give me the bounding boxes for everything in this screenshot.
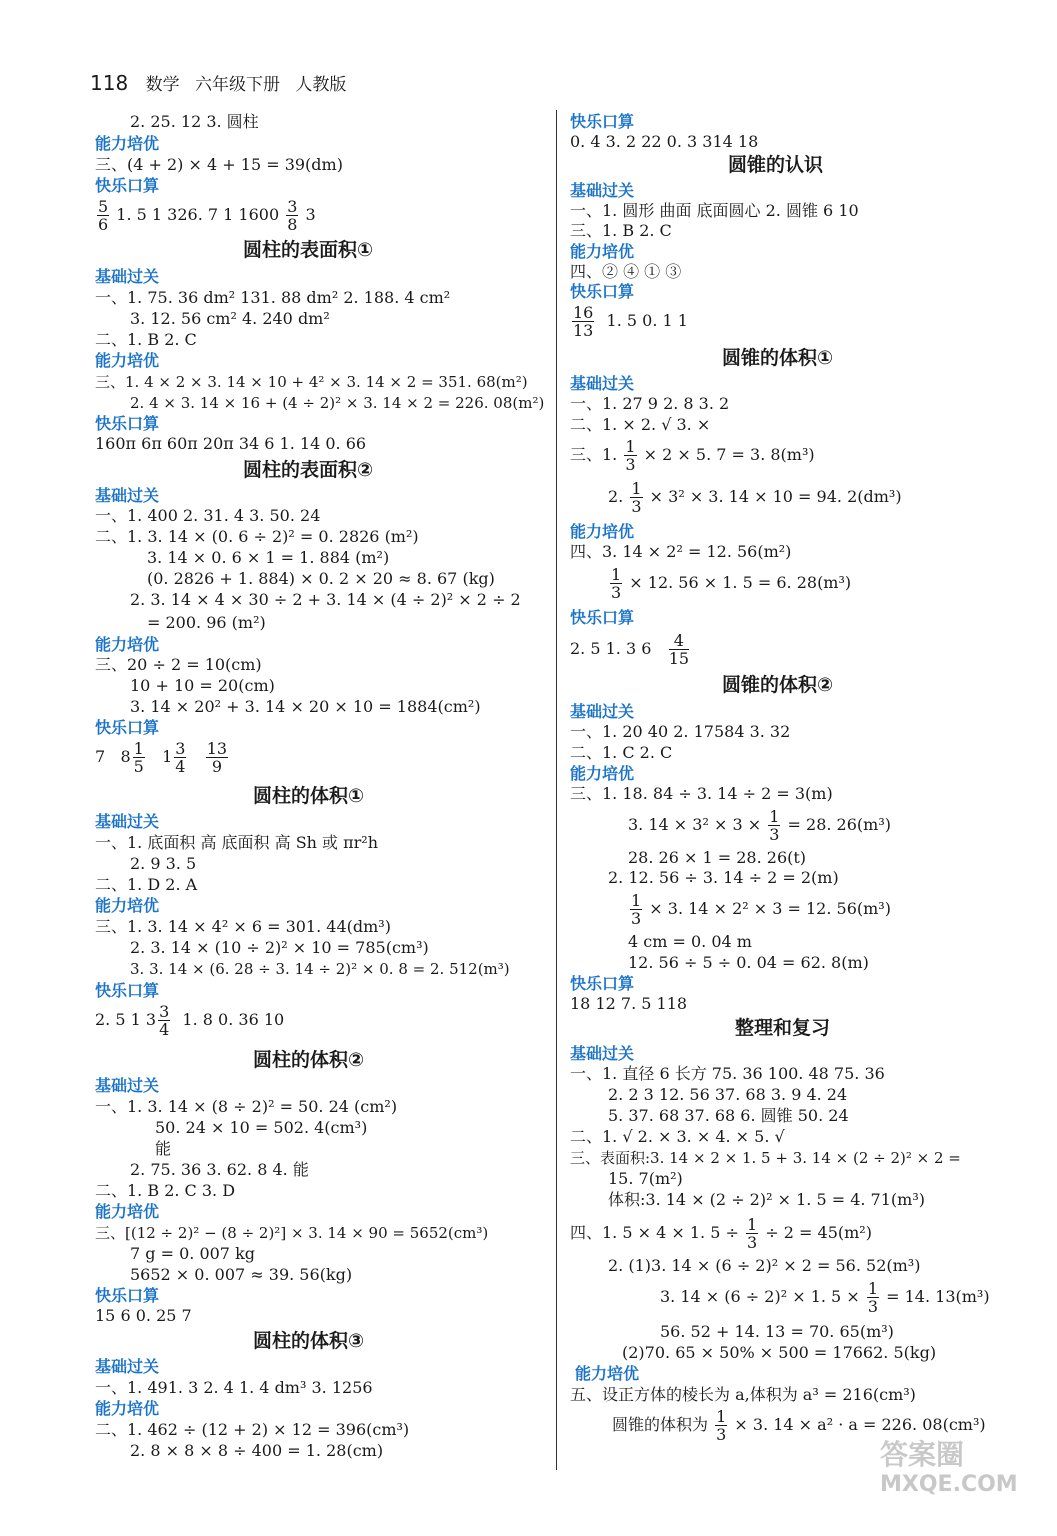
answer-line: 二、1. D 2. A (95, 875, 198, 894)
answer-line: 一、1. 3. 14 × (8 ÷ 2)² = 50. 24 (cm²) (95, 1097, 398, 1116)
answer-line: 3. 14 × (6 ÷ 2)² × 1. 5 × $\frac{1}{3}$ = 14. 13(m³) (660, 1279, 990, 1316)
section-label: 能力培优 (95, 134, 160, 153)
answer-line: 五、设正方体的棱长为 a,体积为 a³ = 216(cm³) (570, 1385, 916, 1404)
section-label: 能力培优 (95, 1399, 160, 1418)
section-title: 圆柱的表面积② (243, 459, 374, 481)
fraction: $\frac{13}{9}$ (206, 739, 228, 776)
section-label: 快乐口算 (570, 608, 635, 627)
grade: 六年级下册 (195, 75, 280, 95)
watermark: 答案圈 MXQE.COM (880, 1438, 1018, 1497)
answer-line: 160π 6π 60π 20π 34 6 1. 14 0. 66 (95, 434, 367, 453)
answer-line: 10 + 10 = 20(cm) (130, 676, 275, 695)
answer-line: $\frac{1}{3}$ × 3. 14 × 2² × 3 = 12. 56(m³) (631, 891, 891, 928)
fraction: $\frac{1}{3}$ (611, 565, 622, 602)
answer-line: 四、3. 14 × 2² = 12. 56(m²) (570, 542, 792, 561)
answer-line: 一、1. 400 2. 31. 4 3. 50. 24 (95, 506, 321, 525)
section-label: 能力培优 (570, 522, 635, 541)
answer-line: 18 12 7. 5 118 (570, 994, 688, 1013)
section-label: 快乐口算 (95, 718, 160, 737)
section-label: 能力培优 (95, 635, 160, 654)
answer-line: 2. 3. 14 × (10 ÷ 2)² × 10 = 785(cm³) (130, 938, 429, 957)
section-label: 基础过关 (95, 1076, 160, 1095)
section-label: 快乐口算 (570, 974, 635, 993)
answer-line: 二、1. B 2. C (95, 330, 197, 349)
answer-line: 体积:3. 14 × (2 ÷ 2)² × 1. 5 = 4. 71(m³) (608, 1190, 925, 1209)
section-label: 基础过关 (95, 267, 160, 286)
section-title: 圆锥的体积① (722, 347, 834, 369)
answer-line: 三、[(12 ÷ 2)² − (8 ÷ 2)²] × 3. 14 × 90 = 5652(cm³) (95, 1224, 489, 1242)
fraction: $\frac{1}{5}$ (133, 739, 144, 776)
answer-line: 三、1. 4 × 2 × 3. 14 × 10 + 4² × 3. 14 × 2 = 351. 68(m²) (95, 373, 528, 391)
answer-line: 一、1. 底面积 高 底面积 高 Sh 或 πr²h (95, 833, 379, 852)
section-label: 快乐口算 (95, 176, 160, 195)
section-label: 快乐口算 (95, 1286, 160, 1305)
answer-line: 3. 14 × 3² × 3 × $\frac{1}{3}$ = 28. 26(m³) (628, 807, 891, 844)
answer-line: $\frac{16}{13}$ 1. 5 0. 1 1 (573, 303, 688, 340)
answer-line: 一、1. 圆形 曲面 底面圆心 2. 圆锥 6 10 (570, 201, 859, 220)
answer-line: 二、1. 3. 14 × (0. 6 ÷ 2)² = 0. 2826 (m²) (95, 527, 419, 546)
section-title: 圆柱的体积③ (253, 1330, 365, 1352)
answer-line: 2. 2 3 12. 56 37. 68 3. 9 4. 24 (608, 1085, 848, 1104)
section-label: 快乐口算 (95, 981, 160, 1000)
answer-line: 28. 26 × 1 = 28. 26(t) (628, 848, 807, 867)
answer-line: 二、1. B 2. C 3. D (95, 1181, 236, 1200)
answer-line: 四、1. 5 × 4 × 1. 5 ÷ $\frac{1}{3}$ ÷ 2 = 45(m²) (570, 1215, 872, 1252)
fraction: $\frac{1}{3}$ (631, 891, 642, 928)
section-label: 基础过关 (95, 486, 160, 505)
section-label: 快乐口算 (95, 414, 160, 433)
answer-line: (0. 2826 + 1. 884) × 0. 2 × 20 ≈ 8. 67 (kg) (147, 569, 495, 588)
answer-line: 一、1. 75. 36 dm² 131. 88 dm² 2. 188. 4 cm² (95, 288, 451, 307)
answer-line: 2. 5 1. 3 6 $\frac{4}{15}$ (570, 631, 690, 668)
section-title: 圆柱的体积② (253, 1049, 365, 1071)
answer-line: 四、② ④ ① ③ (570, 262, 682, 281)
fraction: $\frac{1}{3}$ (631, 479, 642, 516)
answer-line: 2. 3. 14 × 4 × 30 ÷ 2 + 3. 14 × (4 ÷ 2)² × 2 ÷ 2 (130, 590, 521, 609)
answer-line: 2. $\frac{1}{3}$ × 3² × 3. 14 × 10 = 94. 2(dm³) (608, 479, 902, 516)
subject: 数学 (145, 75, 180, 95)
answer-line: 56. 52 + 14. 13 = 70. 65(m³) (660, 1322, 894, 1341)
fraction: $\frac{16}{13}$ (573, 303, 594, 340)
answer-line: 3. 14 × 0. 6 × 1 = 1. 884 (m²) (147, 548, 390, 567)
answer-line: 二、1. √ 2. × 3. × 4. × 5. √ (570, 1127, 785, 1146)
answer-line: 圆锥的体积为 $\frac{1}{3}$ × 3. 14 × a² · a = 226. 08(cm³) (612, 1407, 986, 1444)
section-label: 能力培优 (95, 896, 160, 915)
answer-line: 50. 24 × 10 = 502. 4(cm³) (155, 1118, 368, 1137)
section-title: 圆锥的体积② (722, 674, 834, 696)
answer-line: 5. 37. 68 37. 68 6. 圆锥 50. 24 (608, 1106, 849, 1125)
section-label: 基础过关 (95, 812, 160, 831)
answer-line: 0. 4 3. 2 22 0. 3 314 18 (570, 132, 759, 151)
section-label: 能力培优 (95, 351, 160, 370)
answer-line: 12. 56 ÷ 5 ÷ 0. 04 = 62. 8(m) (628, 953, 869, 972)
answer-line: 一、1. 491. 3 2. 4 1. 4 dm³ 3. 1256 (95, 1378, 373, 1397)
answer-line: 3. 12. 56 cm² 4. 240 dm² (130, 309, 330, 328)
answer-line: 2. 75. 36 3. 62. 8 4. 能 (130, 1160, 309, 1179)
answer-line: 2. 5 1 3 $\frac{3}{4}$ 1. 8 0. 36 10 (95, 1002, 285, 1039)
fraction: $\frac{1}{3}$ (716, 1407, 727, 1444)
section-label: 快乐口算 (570, 282, 635, 301)
answer-line: 3. 14 × 20² + 3. 14 × 20 × 10 = 1884(cm²) (130, 697, 481, 716)
page-header (90, 70, 346, 95)
answer-line: 二、1. C 2. C (570, 743, 673, 762)
answer-line: 能 (155, 1139, 172, 1158)
edition: 人教版 (295, 75, 347, 95)
fraction: $\frac{4}{15}$ (668, 631, 690, 668)
fraction: $\frac{3}{4}$ (159, 1002, 170, 1039)
answer-line: 2. (1)3. 14 × (6 ÷ 2)² × 2 = 56. 52(m³) (608, 1256, 921, 1275)
fraction: $\frac{1}{3}$ (769, 807, 780, 844)
section-label: 能力培优 (570, 764, 635, 783)
section-label: 基础过关 (570, 1044, 635, 1063)
fraction: $\frac{5}{6}$ (98, 197, 109, 234)
answer-line: 4 cm = 0. 04 m (628, 932, 752, 951)
answer-line: 三、1. B 2. C (570, 221, 672, 240)
answer-line: 7 g = 0. 007 kg (130, 1244, 255, 1263)
fraction: $\frac{1}{3}$ (625, 437, 636, 474)
answer-line: 三、(4 + 2) × 4 + 15 = 39(dm) (95, 155, 343, 174)
fraction: $\frac{3}{8}$ (287, 197, 298, 234)
fraction: $\frac{3}{4}$ (175, 739, 186, 776)
answer-line: 2. 25. 12 3. 圆柱 (130, 112, 259, 131)
answer-line: $\frac{5}{6}$ 1. 5 1 326. 7 1 1600 $\frac{3}{8}$ 3 (98, 197, 316, 234)
answer-line: 二、1. 462 ÷ (12 + 2) × 12 = 396(cm³) (95, 1420, 410, 1439)
answer-line: 一、1. 27 9 2. 8 3. 2 (570, 394, 730, 413)
section-label: 基础过关 (95, 1357, 160, 1376)
answer-line: = 200. 96 (m²) (147, 613, 266, 632)
answer-line: 一、1. 直径 6 长方 75. 36 100. 48 75. 36 (570, 1064, 885, 1083)
answer-line: 2. 8 × 8 × 8 ÷ 400 = 1. 28(cm) (130, 1441, 384, 1460)
answer-line: 三、1. 3. 14 × 4² × 6 = 301. 44(dm³) (95, 917, 391, 936)
answer-line: $\frac{1}{3}$ × 12. 56 × 1. 5 = 6. 28(m³) (611, 565, 852, 602)
answer-line: 7 8 $\frac{1}{5}$ 1 $\frac{3}{4}$ $\frac{13}{9}$ (95, 739, 228, 776)
answer-line: 15 6 0. 25 7 (95, 1306, 192, 1325)
answer-line: 一、1. 20 40 2. 17584 3. 32 (570, 722, 791, 741)
answer-line: 三、1. 18. 84 ÷ 3. 14 ÷ 2 = 3(m) (570, 784, 833, 803)
answer-line: 二、1. × 2. √ 3. × (570, 415, 711, 434)
column-divider (556, 110, 557, 1470)
answer-line: 2. 4 × 3. 14 × 16 + (4 ÷ 2)² × 3. 14 × 2 = 226. 08(m²) (130, 394, 545, 412)
section-label: 能力培优 (575, 1364, 640, 1383)
answer-line: 15. 7(m²) (608, 1169, 683, 1188)
answer-line: 3. 3. 14 × (6. 28 ÷ 3. 14 ÷ 2)² × 0. 8 = 2. 512(m³) (130, 960, 510, 978)
section-label: 快乐口算 (570, 112, 635, 131)
section-label: 基础过关 (570, 374, 635, 393)
page-number: 118 (90, 71, 129, 95)
section-title: 整理和复习 (735, 1017, 831, 1039)
fraction: $\frac{1}{3}$ (747, 1215, 758, 1252)
section-title: 圆柱的表面积① (243, 239, 374, 261)
answer-line: 2. 9 3. 5 (130, 854, 197, 873)
answer-line: 三、1. $\frac{1}{3}$ × 2 × 5. 7 = 3. 8(m³) (570, 437, 815, 474)
answer-line: (2)70. 65 × 50% × 500 = 17662. 5(kg) (622, 1343, 937, 1362)
section-label: 基础过关 (570, 181, 635, 200)
answer-line: 三、表面积:3. 14 × 2 × 1. 5 + 3. 14 × (2 ÷ 2)² × 2 = (570, 1149, 961, 1167)
section-title: 圆柱的体积① (253, 785, 365, 807)
section-label: 基础过关 (570, 702, 635, 721)
section-label: 能力培优 (570, 242, 635, 261)
answer-line: 三、20 ÷ 2 = 10(cm) (95, 655, 262, 674)
answer-line: 5652 × 0. 007 ≈ 39. 56(kg) (130, 1265, 353, 1284)
answer-line: 2. 12. 56 ÷ 3. 14 ÷ 2 = 2(m) (608, 868, 839, 887)
section-title: 圆锥的认识 (728, 154, 824, 176)
fraction: $\frac{1}{3}$ (867, 1279, 879, 1316)
section-label: 能力培优 (95, 1202, 160, 1221)
